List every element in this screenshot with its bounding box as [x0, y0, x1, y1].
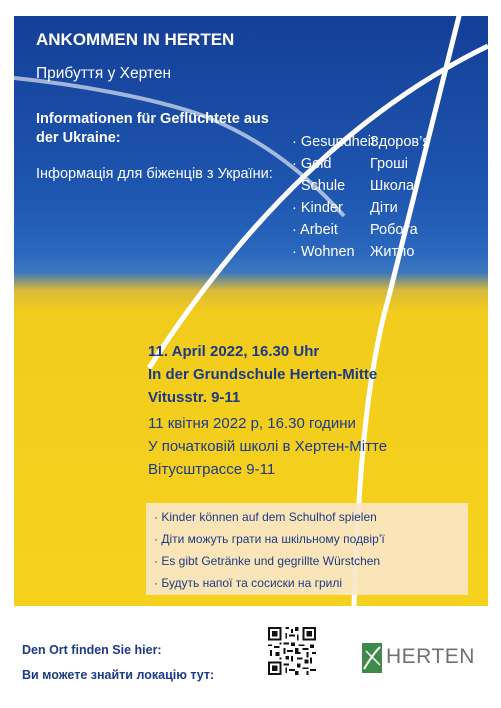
topic-uk: Гроші — [370, 156, 409, 172]
qr-code-icon[interactable] — [268, 627, 316, 675]
event-date-uk: 11 квітня 2022 р, 16.30 години — [148, 415, 356, 432]
page-subtitle: Прибуття у Хертен — [36, 65, 172, 82]
topic-de: · Arbeit — [292, 222, 338, 238]
topic-de: · Geld — [292, 156, 332, 172]
hint-item: · Es gibt Getränke und gegrillte Würstchen — [154, 554, 381, 568]
topic-uk: Здоров’я — [370, 134, 431, 150]
event-address-de: Vitusstr. 9-11 — [148, 389, 241, 406]
location-hint-de: Den Ort finden Sie hier: — [22, 642, 162, 657]
topic-uk: Робота — [370, 222, 418, 238]
topic-uk: Школа — [370, 178, 415, 194]
info-heading-de: Informationen für Geflüchtete aus der Ukraine: — [36, 111, 269, 146]
hint-item: · Будуть напої та сосиски на грилі — [154, 576, 342, 590]
info-heading-uk: Інформація для біженців з України: — [36, 166, 273, 182]
herten-logo-text: HERTEN — [386, 645, 475, 668]
hint-item: · Діти можуть грати на шкільному подвір’ї — [154, 532, 385, 546]
topic-de: · Wohnen — [292, 244, 355, 260]
topic-uk: Діти — [370, 200, 398, 216]
event-date-de: 11. April 2022, 16.30 Uhr — [148, 343, 320, 360]
topic-de: · Gesundheit — [292, 134, 376, 150]
hint-item: · Kinder können auf dem Schulhof spielen — [154, 510, 377, 524]
location-hint-uk: Ви можете знайти локацію тут: — [22, 667, 215, 682]
hints-box — [146, 503, 468, 595]
topic-de: · Kinder — [292, 200, 343, 216]
event-address-uk: Вітусштрассе 9-11 — [148, 461, 276, 478]
topic-de: · Schule — [292, 178, 346, 194]
event-venue-de: In der Grundschule Herten-Mitte — [148, 366, 378, 383]
page-title: ANKOMMEN IN HERTEN — [36, 30, 235, 49]
event-venue-uk: У початковій школі в Хертен-Мітте — [148, 438, 388, 455]
topic-uk: Житло — [370, 244, 415, 260]
